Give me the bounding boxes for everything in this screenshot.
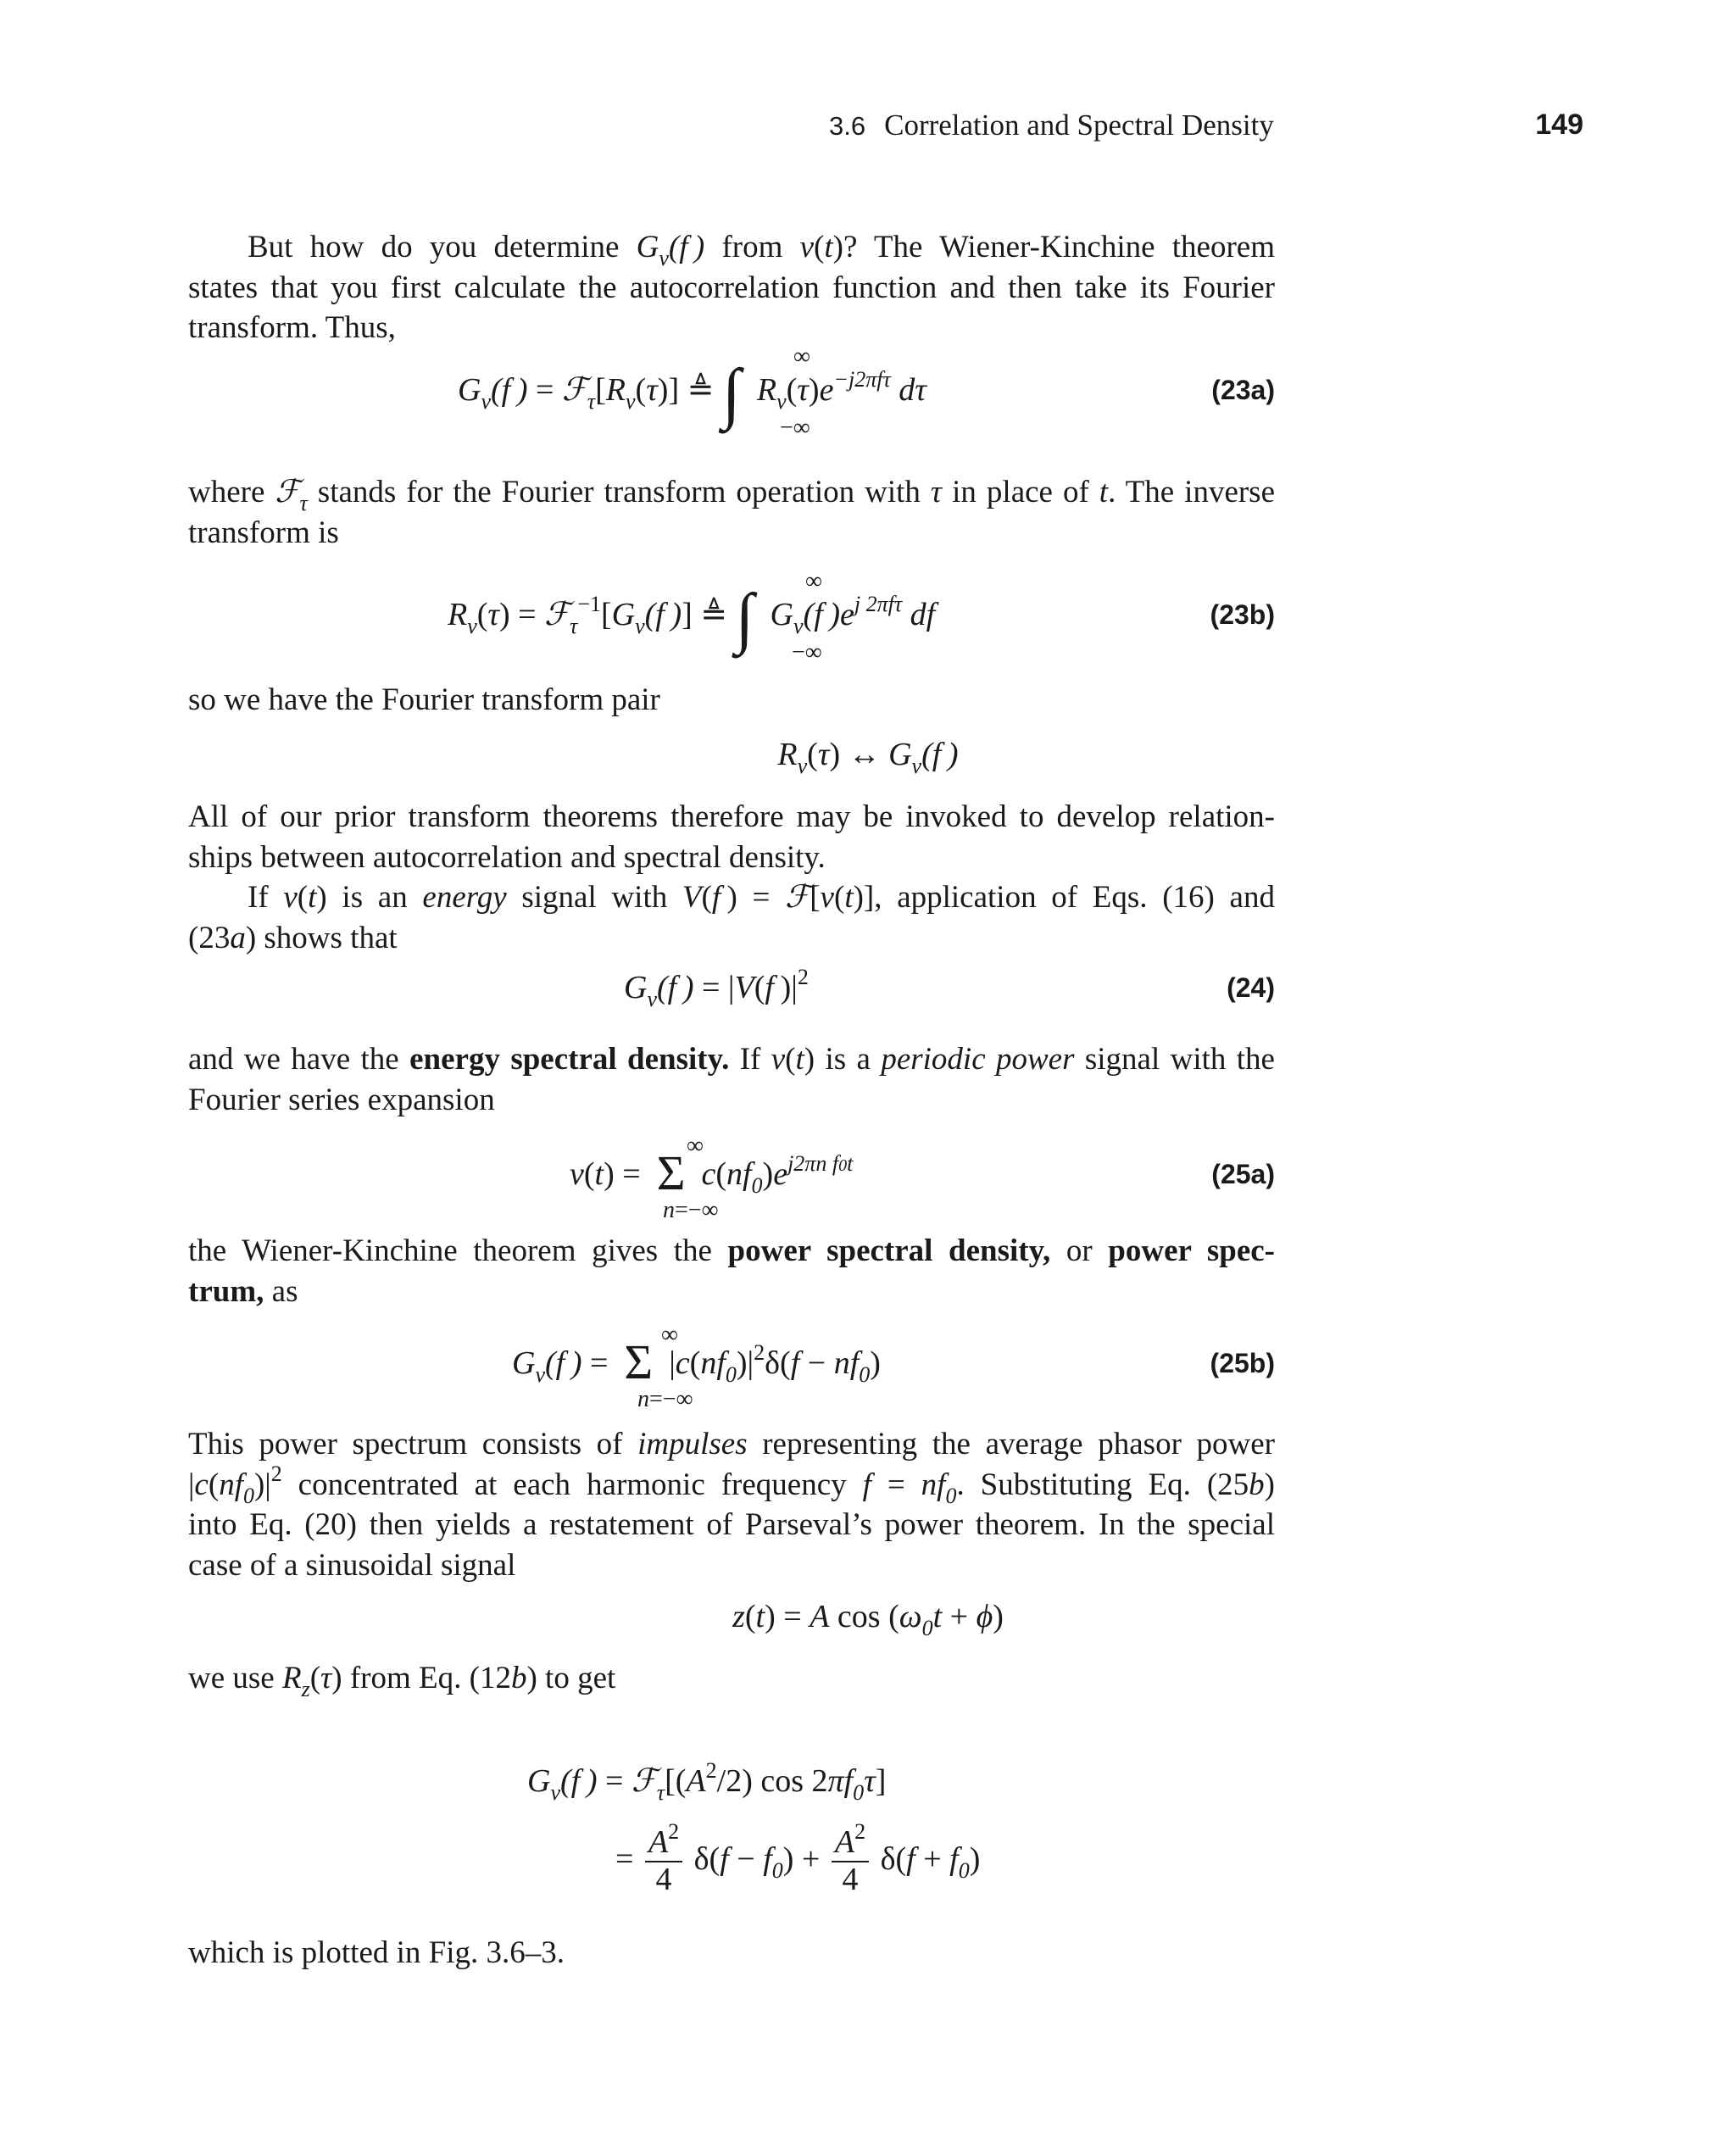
paragraph-power-spectral-density: the Wiener-Kinchine theorem gives the power spectral density, or power spec- trum, as (188, 1233, 1275, 1309)
paragraph-figure-reference: which is plotted in Fig. 3.6–3. (188, 1935, 565, 1970)
page-header (0, 109, 1736, 151)
section-number: 3.6 (829, 111, 866, 141)
equation-sinusoid: z(t) = A $\cos (\omega_0t + \phi)$ (732, 1599, 1004, 1640)
equation-23b: $R_v(\tau)$ = $ℱ_\tau^{-1}[G_v(f$ )] ≜ ∫ $G_v(f$ )$e^{j 2\pi f\tau}$ df ∞ −∞ (23b) (448, 568, 1275, 665)
running-head (829, 109, 1274, 142)
page-number: 149 (1535, 109, 1583, 141)
equation-number: (25a) (1211, 1159, 1275, 1189)
paragraph-periodic-power: and we have the energy spectral density. If v(t) is a periodic power signal with the Fourier series expansion (188, 1042, 1275, 1117)
equation-sinusoid-spectrum-line2: = $\frac{A^2}{4}$ $\delta(f - f_0)$ + $\frac{A^2}{4}$ $\delta(f + f_0)$ (615, 1819, 981, 1898)
section-title: Correlation and Spectral Density (884, 109, 1274, 142)
paragraph-fourier-operator: where ℱ$_\tau$ stands for the Fourier transform operation with τ in place of t. The inverse transform is (188, 475, 1276, 550)
equation-23a: $G_v(f$ ) = $ℱ_\tau[R_v(\tau)]$ ≜ ∫ $R_v(\tau)e^{-j2\pi f\tau}$ dτ ∞ −∞ (23a) (458, 343, 1275, 441)
equation-number: (23a) (1211, 375, 1275, 405)
paragraph-energy-signal: All of our prior transform theorems therefore may be invoked to develop relation- ships between autocorrelation and spectral density. If v(t) is an energy signal with V(f ) = ℱ[v(t)], application of Eqs. (16) and (23a) shows that (188, 799, 1275, 955)
equation-24: $G_v(f$ ) = |V(f )$|^2$ (24) (188, 941, 1275, 1034)
equation-number: (23b) (1210, 599, 1275, 630)
paragraph-impulses: This power spectrum consists of impulses representing the average phasor power $|c(nf_0)|^2$ concentrated at each harmonic frequency $f = nf_0$. Substituting Eq. (25b) into Eq. (20) then yields a restatement of Parseval’s power theorem. In the special case of a sinusoidal signal (188, 1427, 1276, 1583)
paragraph-transform-pair: so we have the Fourier transform pair (188, 682, 660, 717)
equation-25a: v(t) = Σ $c(nf_0)e^{j2\pi n f0t}$ ∞ n=−∞ (25a) (188, 1127, 1275, 1221)
equation-transform-pair: $R_v(\tau)$ ↔ $G_v(f$ ) (777, 737, 959, 778)
paragraph-use-rz: we use $R_z(\tau)$ from Eq. (12b) to get (188, 1661, 616, 1701)
paragraph-intro: But how do you determine $G_v(f$ ) from v(t)? The Wiener-Kinchine theorem states that you first calculate the autocorrelation function and then take its Fourier transform. Thus, (188, 230, 1275, 345)
equation-25b: $G_v(f$ ) = Σ $|c(nf_0)|^2\delta(f - nf_0)$ ∞ n=−∞ (25b) (188, 1317, 1275, 1410)
equation-number: (24) (1227, 972, 1275, 1003)
equation-number: (25b) (1210, 1348, 1275, 1378)
equation-sinusoid-spectrum-line1: $G_v(f$ ) = $ℱ_\tau[(A^2/2)$ $\cos 2\pi f_0\tau$] (527, 1758, 887, 1805)
